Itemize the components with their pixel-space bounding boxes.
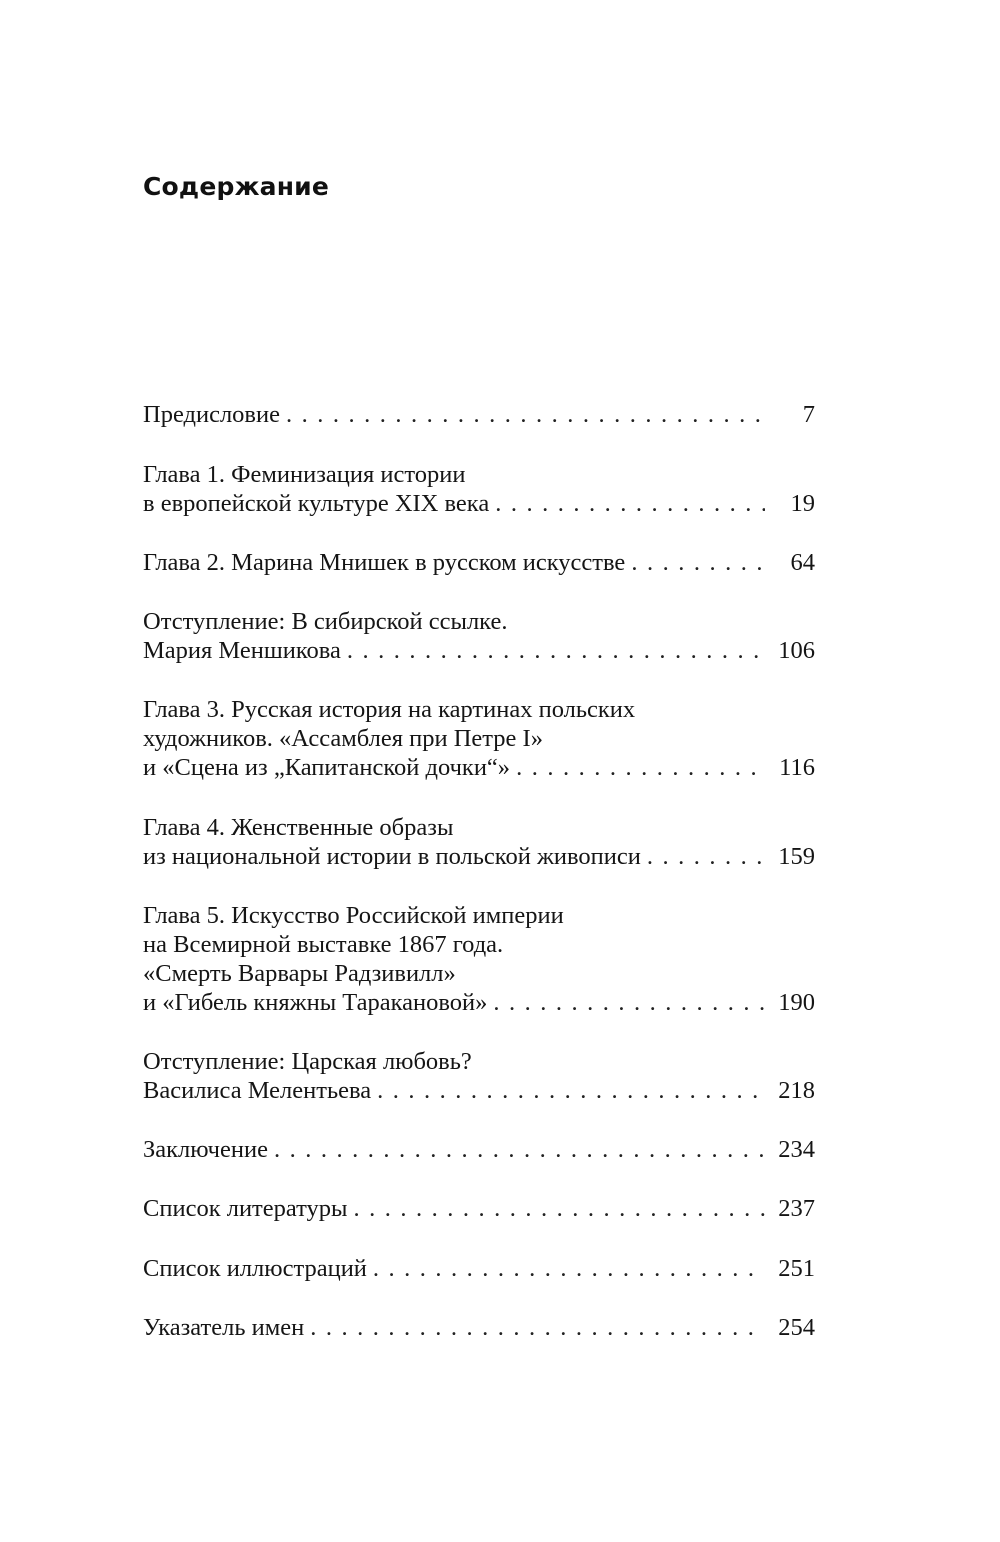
toc-page-number: 106 <box>778 637 815 664</box>
toc-entry-chapter-3[interactable] <box>143 695 815 782</box>
toc-entry-line <box>143 753 815 782</box>
toc-page-number: 7 <box>802 401 815 428</box>
toc-entry-title: Глава 3. Русская история на картинах польских <box>143 696 636 723</box>
toc-entry-title: Глава 1. Феминизация истории <box>143 461 466 488</box>
toc-entry-title-continued: Василиса Мелентьева <box>143 1077 372 1104</box>
toc-entry-title-continued: и «Гибель княжны Таракановой» <box>143 989 488 1016</box>
toc-page-number: 234 <box>778 1136 815 1163</box>
dot-leader <box>286 400 765 429</box>
toc-entry-line <box>143 695 815 724</box>
toc-page-number: 251 <box>778 1255 815 1282</box>
toc-entry-title-continued: художников. «Ассамблея при Петре I» <box>143 725 543 752</box>
toc-entry-line <box>143 930 815 959</box>
toc-entry-line <box>143 400 815 429</box>
toc-entry-title: Отступление: В сибирской ссылке. <box>143 608 508 635</box>
toc-entry-chapter-5[interactable] <box>143 901 815 1017</box>
dot-leader <box>353 1194 765 1223</box>
toc-page-number: 116 <box>779 754 815 781</box>
toc-entry-title: Список иллюстраций <box>143 1255 367 1282</box>
toc-entry-digression-2[interactable] <box>143 1047 815 1105</box>
dot-leader <box>274 1135 765 1164</box>
toc-entry-line <box>143 1313 815 1342</box>
toc-entry-line <box>143 842 815 871</box>
toc-entry-line <box>143 813 815 842</box>
toc-entry-line <box>143 1194 815 1223</box>
toc-entry-line <box>143 724 815 753</box>
toc-entry-title-continued: Мария Меншикова <box>143 637 341 664</box>
toc-page-number: 218 <box>778 1077 815 1104</box>
toc-entry-name-index[interactable] <box>143 1313 815 1342</box>
toc-entry-title: Отступление: Царская любовь? <box>143 1048 472 1075</box>
toc-entry-line <box>143 607 815 636</box>
toc-entry-title: Предисловие <box>143 401 280 428</box>
toc-entry-title-continued: и «Сцена из „Капитанской дочки“» <box>143 754 511 781</box>
toc-page-number: 159 <box>778 843 815 870</box>
toc-entry-title: Указатель имен <box>143 1314 305 1341</box>
dot-leader <box>373 1254 765 1283</box>
toc-entry-title-continued: из национальной истории в польской живописи <box>143 843 641 870</box>
toc-entry-chapter-1[interactable] <box>143 460 815 518</box>
toc-entry-line <box>143 959 815 988</box>
dot-leader <box>347 636 765 665</box>
toc-entry-bibliography[interactable] <box>143 1194 815 1223</box>
toc-entry-title: Глава 5. Искусство Российской империи <box>143 902 564 929</box>
toc-entry-title: Заключение <box>143 1136 268 1163</box>
toc-entry-line <box>143 636 815 665</box>
toc-entry-line <box>143 1135 815 1164</box>
toc-entry-chapter-4[interactable] <box>143 813 815 871</box>
toc-entry-title-continued: «Смерть Варвары Радзивилл» <box>143 960 456 987</box>
toc-entry-line <box>143 1047 815 1076</box>
toc-entry-title-continued: в европейской культуре XIX века <box>143 490 490 517</box>
toc-entry-line <box>143 1254 815 1283</box>
toc-heading: Содержание <box>143 172 330 201</box>
toc-entry-preface[interactable] <box>143 400 815 429</box>
toc-entry-title: Глава 4. Женственные образы <box>143 814 454 841</box>
toc-page-number: 190 <box>778 989 815 1016</box>
toc-entry-digression-1[interactable] <box>143 607 815 665</box>
toc-page-number: 19 <box>790 490 815 517</box>
dot-leader <box>310 1313 765 1342</box>
dot-leader <box>377 1076 765 1105</box>
toc-entry-conclusion[interactable] <box>143 1135 815 1164</box>
dot-leader <box>516 753 765 782</box>
toc-entry-line <box>143 1076 815 1105</box>
toc-entry-line <box>143 548 815 577</box>
toc-entry-line <box>143 901 815 930</box>
dot-leader <box>631 548 765 577</box>
toc-entry-line <box>143 988 815 1017</box>
dot-leader <box>493 988 765 1017</box>
toc-entry-title-continued: на Всемирной выставке 1867 года. <box>143 931 504 958</box>
toc-entry-title: Глава 2. Марина Мнишек в русском искусстве <box>143 549 626 576</box>
toc-entry-line <box>143 489 815 518</box>
toc-entry-chapter-2[interactable] <box>143 548 815 577</box>
toc-page-number: 237 <box>778 1195 815 1222</box>
toc-entry-illustrations[interactable] <box>143 1254 815 1283</box>
toc-entry-title: Список литературы <box>143 1195 348 1222</box>
toc-entry-line <box>143 460 815 489</box>
toc-page-number: 254 <box>778 1314 815 1341</box>
dot-leader <box>647 842 765 871</box>
toc-page-number: 64 <box>790 549 815 576</box>
dot-leader <box>495 489 765 518</box>
